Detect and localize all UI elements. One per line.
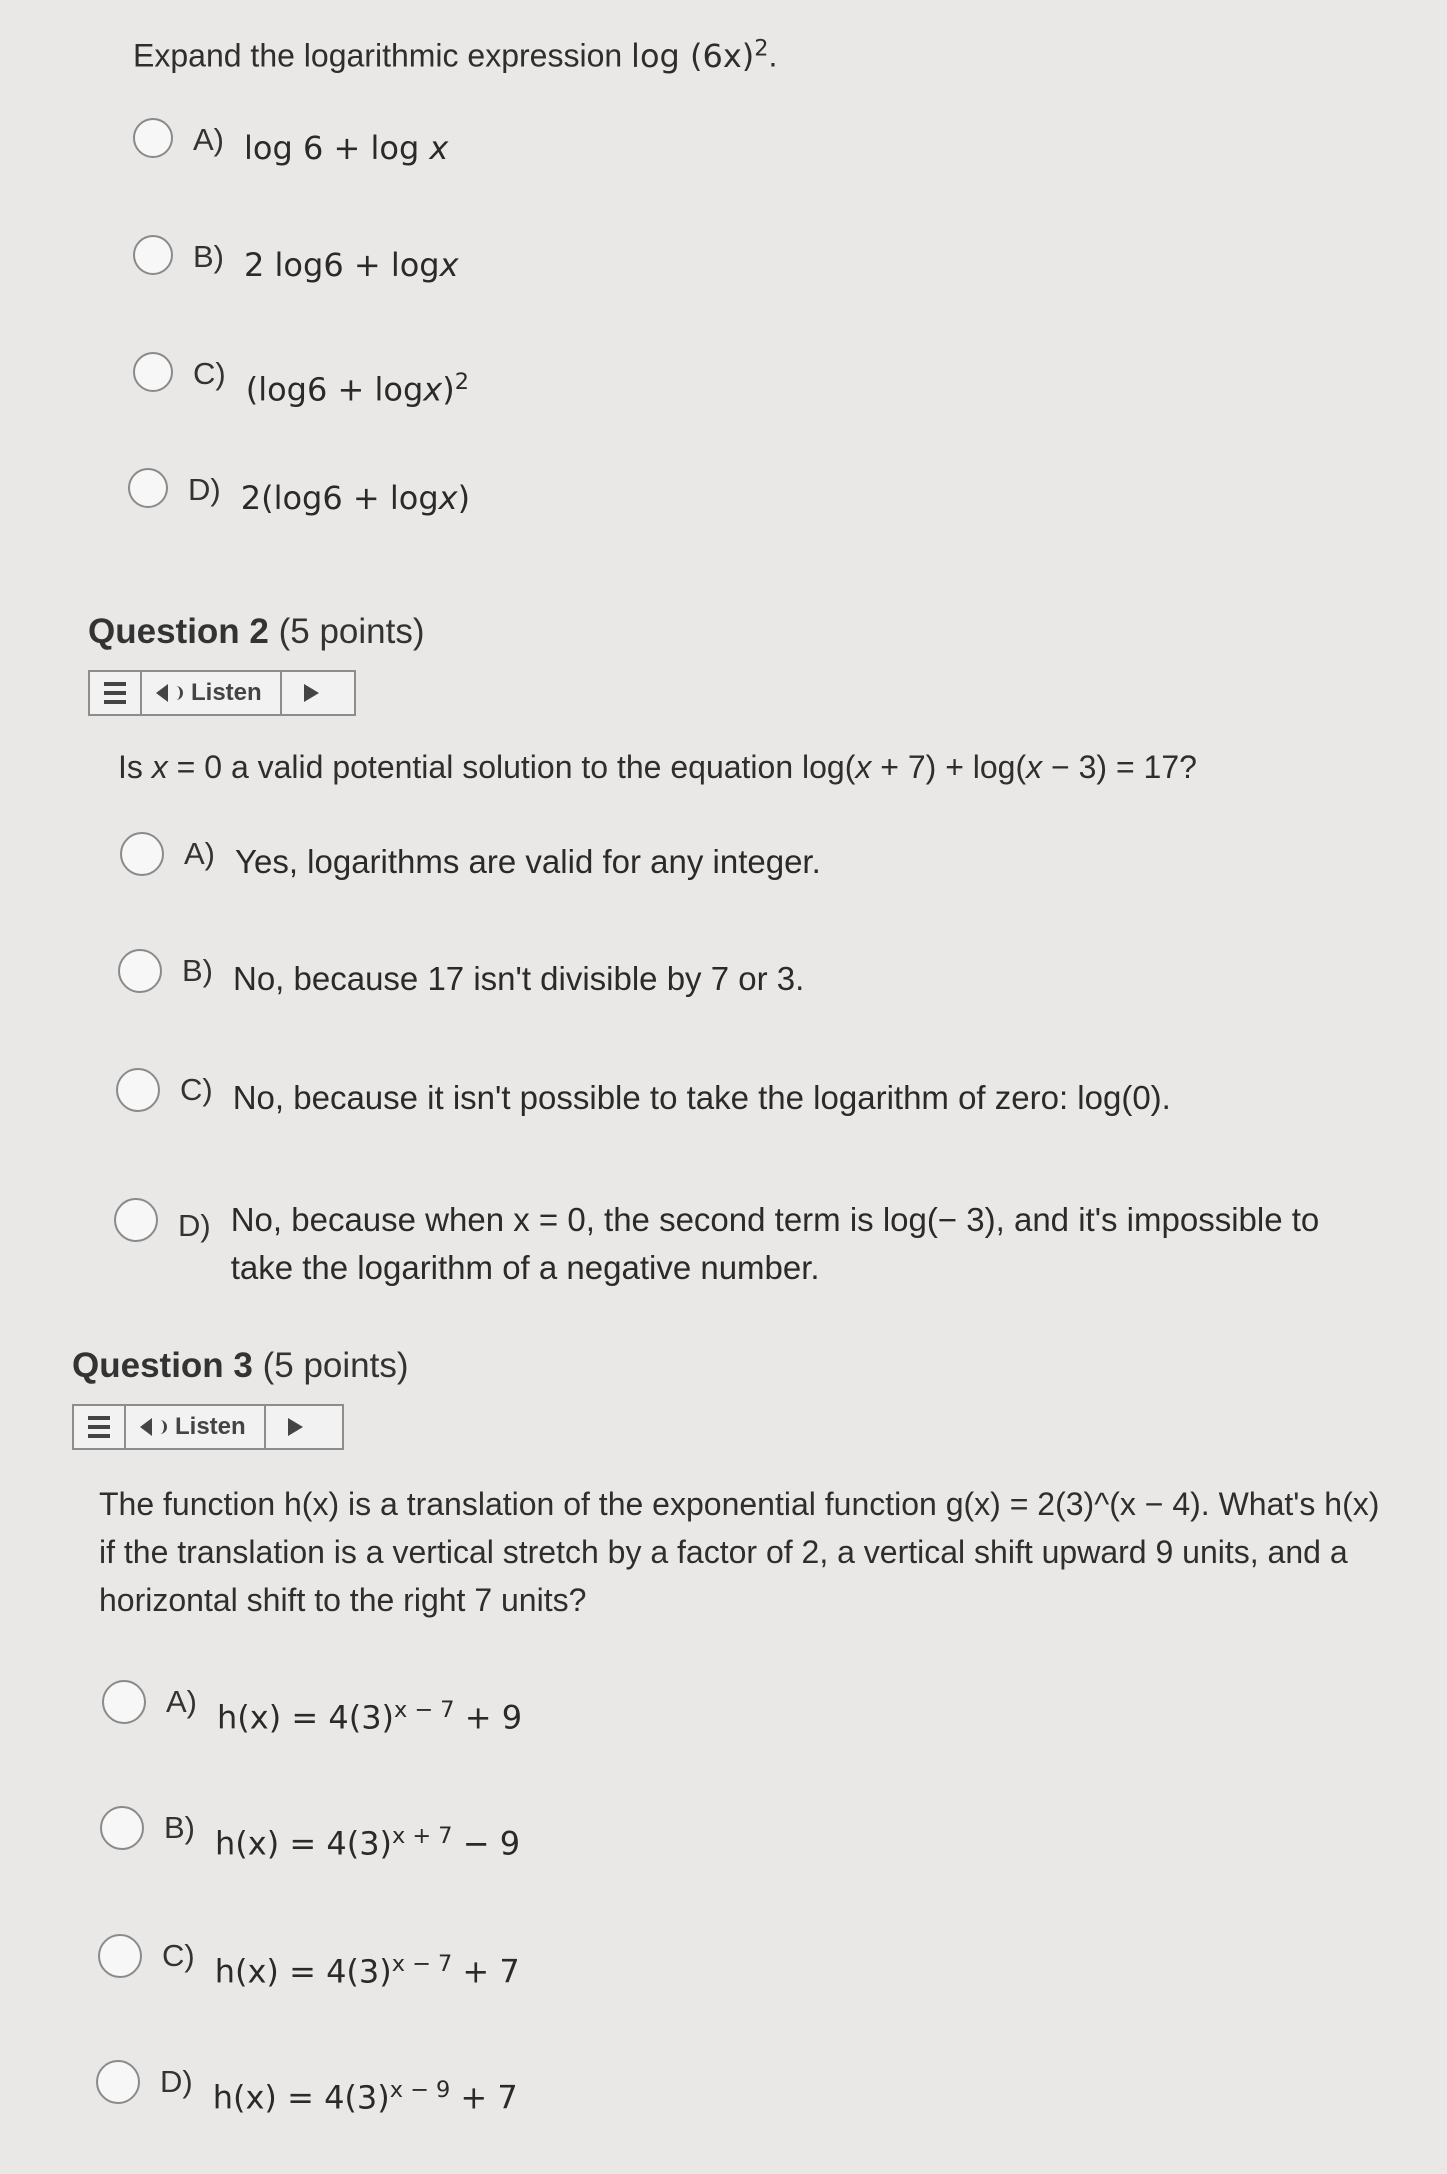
question-title: Question 2	[88, 612, 269, 651]
play-icon[interactable]	[282, 672, 342, 714]
option-letter: A)	[166, 1684, 197, 1719]
option-letter: A)	[193, 122, 224, 157]
option-text: No, because when x = 0, the second term is log(− 3), and it's impossible to take the logarithm of a negative number.	[230, 1201, 1320, 1286]
listen-label: Listen	[191, 679, 262, 706]
option-letter: D)	[178, 1208, 211, 1243]
radio-button[interactable]	[120, 832, 164, 876]
option-text: $(\log 6 + \log x)^2$	[245, 369, 469, 409]
option-text: $h(x) = 4(3)^{x - 7} + 7$	[214, 1951, 520, 1991]
question-title: Question 3	[72, 1346, 253, 1385]
option-letter: B)	[182, 953, 213, 988]
q3-option-c[interactable]	[98, 1934, 520, 1996]
question-points: (5 points)	[262, 1346, 409, 1385]
q3-option-b[interactable]	[100, 1806, 520, 1868]
q1-prompt-text: Expand the logarithmic expression	[133, 37, 632, 74]
menu-icon[interactable]	[90, 672, 142, 714]
option-text: No, because it isn't possible to take the logarithm of zero: log(0).	[232, 1079, 1171, 1116]
option-letter: C)	[162, 1938, 195, 1973]
radio-button[interactable]	[118, 949, 162, 993]
q1-option-b[interactable]	[133, 235, 459, 289]
q2-option-b[interactable]	[118, 949, 804, 1003]
q2-option-c[interactable]	[116, 1068, 1171, 1122]
option-text: $h(x) = 4(3)^{x + 7} - 9$	[215, 1823, 521, 1863]
radio-button[interactable]	[128, 468, 168, 508]
q1-option-d[interactable]	[128, 468, 470, 522]
listen-button[interactable]	[126, 1406, 266, 1448]
q3-listen-bar	[72, 1404, 344, 1450]
radio-button[interactable]	[133, 235, 173, 275]
option-text: log 6 + log x	[244, 129, 449, 167]
option-letter: D)	[188, 472, 221, 507]
option-text: Yes, logarithms are valid for any integer.	[235, 843, 821, 880]
play-icon[interactable]	[266, 1406, 326, 1448]
q3-heading	[72, 1346, 409, 1386]
q2-option-d[interactable]	[114, 1190, 1371, 1292]
radio-button[interactable]	[133, 352, 173, 392]
radio-button[interactable]	[96, 2060, 140, 2104]
option-letter: A)	[184, 836, 215, 871]
option-text: 2 log6 + logx	[244, 246, 459, 284]
option-letter: C)	[180, 1072, 213, 1107]
radio-button[interactable]	[98, 1934, 142, 1978]
option-letter: C)	[193, 356, 226, 391]
speaker-icon	[156, 684, 168, 702]
radio-button[interactable]	[116, 1068, 160, 1112]
option-text: $h(x) = 4(3)^{x - 9} + 7$	[212, 2077, 518, 2117]
listen-button[interactable]	[142, 672, 282, 714]
q2-heading	[88, 612, 425, 652]
q3-prompt: The function h(x) is a translation of the exponential function g(x) = 2(3)^(x − 4). What's h(x) if the translation is a vertical stretch by a factor of 2, a vertical shift upward 9 units, and a horizontal shift to the right 7 units?	[99, 1486, 1380, 1618]
radio-button[interactable]	[100, 1806, 144, 1850]
q1-prompt-math: $\log (6x)^2$	[631, 35, 769, 75]
option-letter: B)	[164, 1810, 195, 1845]
radio-button[interactable]	[114, 1198, 158, 1242]
speaker-icon	[140, 1418, 152, 1436]
option-text: $h(x) = 4(3)^{x - 7} + 9$	[217, 1697, 523, 1737]
option-text: 2(log6 + logx)	[240, 479, 471, 517]
q2-prompt: Is x = 0 a valid potential solution to the equation log(x + 7) + log(x − 3) = 17?	[118, 749, 1197, 785]
q1-prompt: Expand the logarithmic expression $\log (6x)^2$.	[133, 35, 778, 75]
menu-icon[interactable]	[74, 1406, 126, 1448]
option-text: No, because 17 isn't divisible by 7 or 3.	[233, 960, 805, 997]
q3-option-d[interactable]	[96, 2060, 518, 2122]
option-letter: D)	[160, 2064, 193, 2099]
radio-button[interactable]	[102, 1680, 146, 1724]
q3-option-a[interactable]	[102, 1680, 522, 1742]
q2-listen-bar	[88, 670, 356, 716]
radio-button[interactable]	[133, 118, 173, 158]
q2-option-a[interactable]	[120, 832, 821, 886]
q1-option-c[interactable]	[133, 352, 469, 414]
option-letter: B)	[193, 239, 224, 274]
question-points: (5 points)	[278, 612, 425, 651]
listen-label: Listen	[175, 1413, 246, 1440]
q1-option-a[interactable]	[133, 118, 448, 172]
